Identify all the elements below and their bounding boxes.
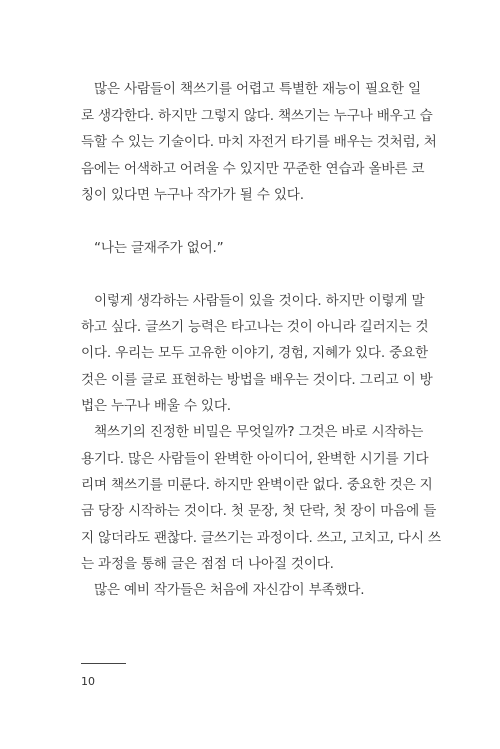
body-text-line: 하고 싶다. 글쓰기 능력은 타고나는 것이 아니라 길러지는 것 [81, 319, 429, 335]
footer-rule [81, 663, 126, 664]
body-text-line: 법은 누구나 배울 수 있다. [81, 398, 231, 414]
body-text-line: 로 생각한다. 하지만 그렇지 않다. 책쓰기는 누구나 배우고 습 [81, 108, 433, 124]
body-text-line: 칭이 있다면 누구나 작가가 될 수 있다. [81, 187, 304, 203]
body-text-line: 금 당장 시작하는 것이다. 첫 문장, 첫 단락, 첫 장이 마음에 들 [81, 503, 437, 519]
quote-line: “나는 글재주가 없어.” [94, 240, 224, 256]
body-text-line: 용기다. 많은 사람들이 완벽한 아이디어, 완벽한 시기를 기다 [81, 451, 429, 467]
body-text-line: 책쓰기의 진정한 비밀은 무엇일까? 그것은 바로 시작하는 [94, 424, 424, 440]
body-text-line: 득할 수 있는 기술이다. 마치 자전거 타기를 배우는 것처럼, 처 [81, 134, 437, 150]
body-text-line: 이다. 우리는 모두 고유한 이야기, 경험, 지혜가 있다. 중요한 [81, 345, 428, 361]
body-text-line: 리며 책쓰기를 미룬다. 하지만 완벽이란 없다. 중요한 것은 지 [81, 477, 433, 493]
body-text-line: 많은 사람들이 책쓰기를 어렵고 특별한 재능이 필요한 일 [94, 81, 421, 97]
body-text-line: 많은 예비 작가들은 처음에 자신감이 부족했다. [94, 582, 365, 598]
body-text-line: 것은 이를 글로 표현하는 방법을 배우는 것이다. 그리고 이 방 [81, 372, 433, 388]
body-text-line: 지 않더라도 괜찮다. 글쓰기는 과정이다. 쓰고, 고치고, 다시 쓰 [81, 530, 441, 546]
body-text-line: 이렇게 생각하는 사람들이 있을 것이다. 하지만 이렇게 말 [94, 293, 425, 309]
page-number: 10 [81, 675, 95, 688]
body-text-line: 음에는 어색하고 어려울 수 있지만 꾸준한 연습과 올바른 코 [81, 161, 425, 177]
body-text-line: 는 과정을 통해 글은 점점 더 나아질 것이다. [81, 556, 334, 572]
